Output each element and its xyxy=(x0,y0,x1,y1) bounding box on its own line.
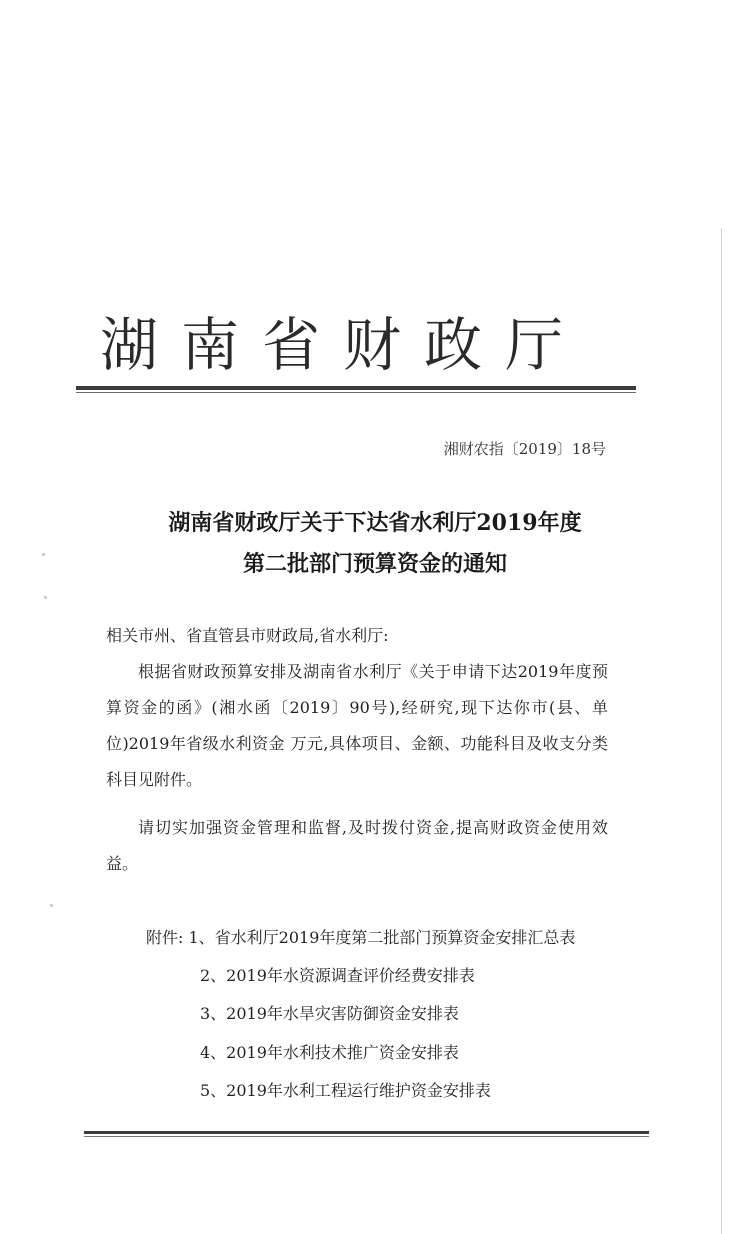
letterhead-title: 湖南省财政厅 xyxy=(100,311,587,379)
body-paragraph-1: 根据省财政预算安排及湖南省水利厅《关于申请下达2019年度预算资金的函》(湘水函〔2019〕90号),经研究,现下达你市(县、单位)2019年省级水利资金 万元,具体项目、金额、功能科目及收支分类科目见附件。 xyxy=(106,662,608,789)
scan-edge-line xyxy=(721,228,722,1234)
attachment-item: 3、2019年水旱灾害防御资金安排表 xyxy=(200,1004,459,1023)
footer-rule xyxy=(84,1131,649,1134)
attachment-item: 1、省水利厅2019年度第二批部门预算资金安排汇总表 xyxy=(188,928,576,947)
document-number: 湘财农指〔2019〕18号 xyxy=(443,440,606,458)
attachments-label: 附件: 1、省水利厅2019年度第二批部门预算资金安排汇总表 xyxy=(146,928,576,947)
scan-speck xyxy=(50,904,53,907)
letterhead-rule-thin xyxy=(76,392,636,393)
attachment-item: 4、2019年水利技术推广资金安排表 xyxy=(200,1043,459,1062)
footer-rule-thin xyxy=(84,1136,649,1137)
notice-title-line2: 第二批部门预算资金的通知 xyxy=(242,551,507,577)
salutation: 相关市州、省直管县市财政局,省水利厅: xyxy=(106,626,389,645)
scan-speck xyxy=(42,553,45,556)
notice-title-line1: 湖南省财政厅关于下达省水利厅2019年度 xyxy=(168,510,582,536)
attachment-item: 5、2019年水利工程运行维护资金安排表 xyxy=(200,1081,491,1100)
attachment-item: 2、2019年水资源调查评价经费安排表 xyxy=(200,966,475,985)
letterhead-rule xyxy=(76,386,636,390)
scan-speck xyxy=(44,596,47,599)
body-paragraph-2: 请切实加强资金管理和监督,及时拨付资金,提高财政资金使用效益。 xyxy=(106,818,608,873)
